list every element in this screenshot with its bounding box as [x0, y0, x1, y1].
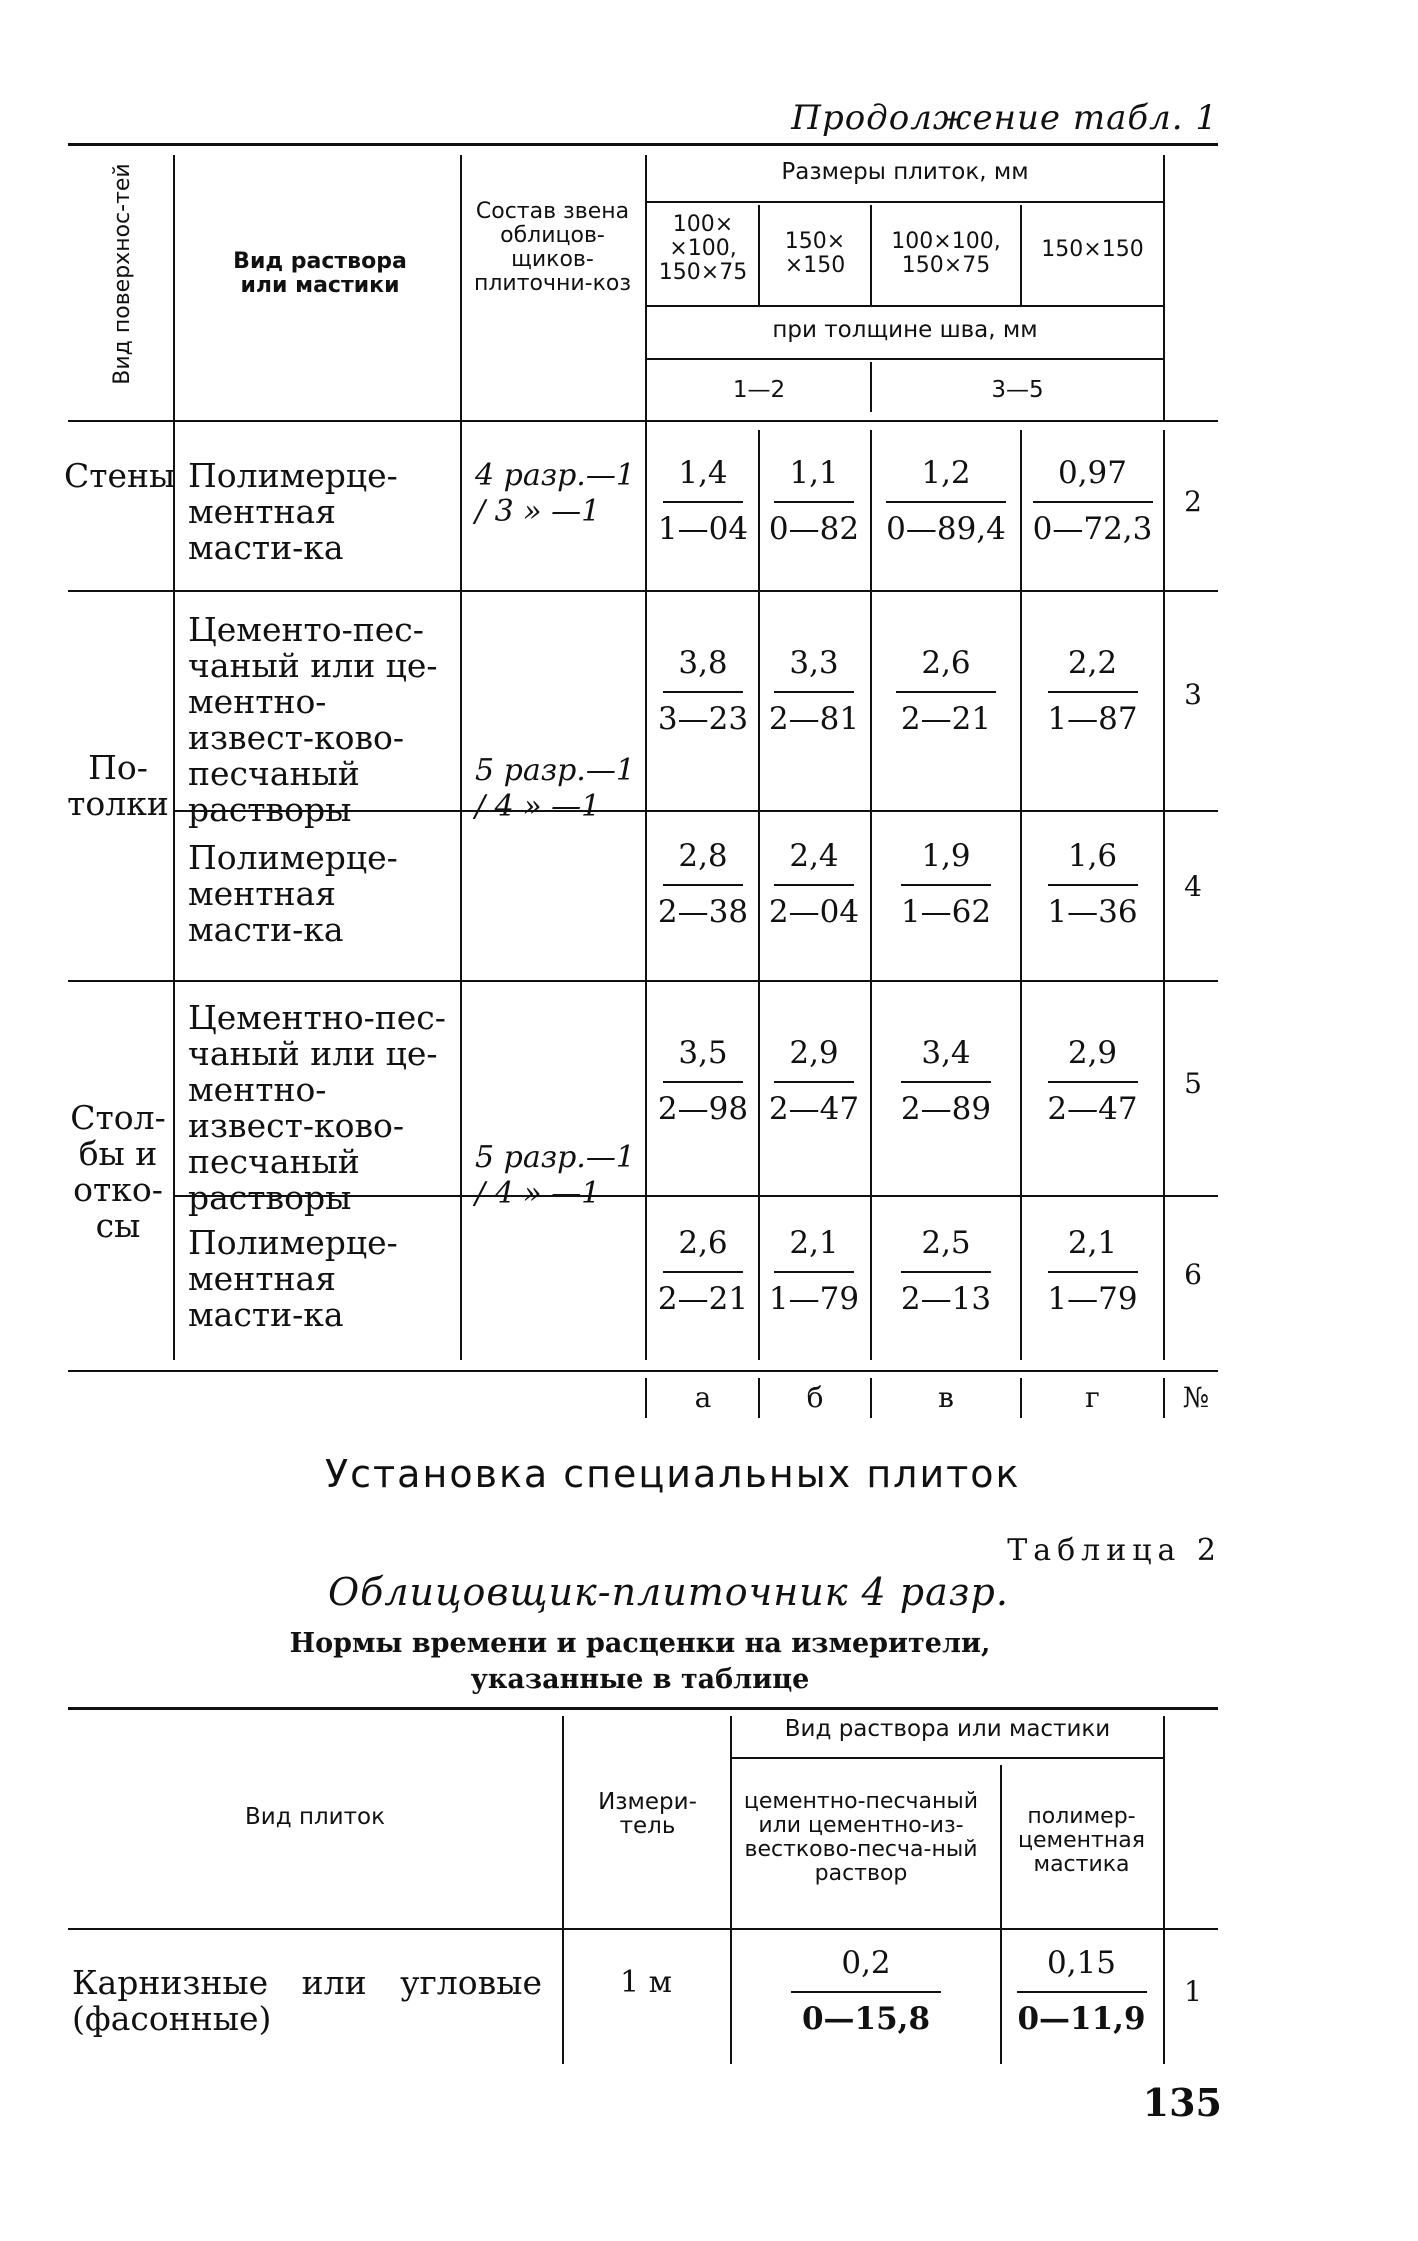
value-r2-a: 1,4 1—04 — [657, 455, 749, 547]
row-number-5: 5 — [1184, 1067, 1202, 1100]
value-r3-c: 2,6 2—21 — [874, 645, 1018, 737]
footer-sep-2 — [758, 1378, 760, 1418]
crew-walls: 4 разр.—1 / 3 » —1 — [475, 458, 635, 529]
vline-col-b — [758, 205, 760, 305]
header-surface-text: Вид поверхнос-тей — [110, 163, 135, 385]
mortar-row-4: Полимерце-ментная масти-ка — [188, 838, 398, 949]
page-number: 135 — [1142, 2080, 1222, 2125]
table2-label: Таблица 2 — [1007, 1533, 1222, 1568]
row-number-6: 6 — [1184, 1258, 1202, 1291]
value-r3-a: 3,8 3—23 — [657, 645, 749, 737]
size-col-b: 150× ×150 — [784, 229, 846, 278]
mortar-row-6: Полимерце-ментная масти-ка — [188, 1223, 398, 1334]
value-r4-c: 1,9 1—62 — [900, 838, 992, 930]
vline-table-right — [1163, 155, 1165, 420]
value-r6-b: 2,1 1—79 — [768, 1225, 860, 1317]
header-crew: Состав звена облицов-щиков-плиточни-коз — [473, 199, 632, 296]
table1-bottom-rule — [68, 1370, 1218, 1372]
value-r4-b: 2,4 2—04 — [768, 838, 860, 930]
vline-mortar — [460, 155, 462, 1360]
vline-data-c — [870, 430, 872, 1360]
seam-underline — [647, 358, 1163, 360]
table1-top-rule — [68, 143, 1218, 146]
footer-col-b: б — [806, 1381, 824, 1414]
surface-ceilings: По-толки — [67, 748, 169, 823]
t2-header-col1: цементно-песчаный или цементно-из-вестково-песча-ный раствор — [743, 1789, 979, 1886]
table1-group-rule-1 — [68, 590, 1218, 592]
t2-header-col2: полимер-цементная мастика — [1018, 1804, 1145, 1877]
t2-vline-tile — [562, 1716, 564, 2064]
vline-data-b — [758, 430, 760, 1360]
footer-col-num: № — [1182, 1381, 1210, 1414]
t2-vline-mortar — [1000, 1765, 1002, 2064]
norms-line-2: указанные в таблице — [470, 1664, 810, 1695]
value-r5-a: 3,5 2—98 — [657, 1035, 749, 1127]
mortar-row-3: Цементо-пес-чаный или це-ментно-извест-ково-песчаный растворы — [188, 610, 438, 829]
t2-header-mortar: Вид раствора или мастики — [784, 1716, 1111, 1742]
crew-ceilings: 5 разр.—1 / 4 » —1 — [475, 753, 635, 824]
value-r5-c: 3,4 2—89 — [900, 1035, 992, 1127]
size-col-d: 150×150 — [1041, 237, 1144, 262]
size-col-a: 100× ×100, 150×75 — [658, 212, 748, 285]
footer-col-d: г — [1085, 1381, 1100, 1414]
table1-header-rule — [68, 420, 1218, 422]
value-r2-b: 1,1 0—82 — [768, 455, 860, 547]
vline-col-d — [1020, 205, 1022, 305]
table2-header-rule — [68, 1928, 1218, 1930]
table2-subhead-rule — [730, 1757, 1165, 1759]
seam-range-2: 3—5 — [991, 377, 1044, 403]
value-r5-b: 2,9 2—47 — [768, 1035, 860, 1127]
value-r6-a: 2,6 2—21 — [657, 1225, 749, 1317]
mortar-row-5: Цементно-пес-чаный или це-ментно-извест-ково-песчаный растворы — [188, 998, 446, 1217]
t2-value-mortar: 0,2 0—15,8 — [735, 1945, 997, 2037]
header-sizes: Размеры плиток, мм — [781, 159, 1029, 185]
t2-header-unit: Измери-тель — [598, 1789, 697, 1839]
sizes-underline — [647, 201, 1163, 203]
t2-unit: 1 м — [620, 1965, 672, 2000]
t2-vline-unit — [730, 1716, 732, 2064]
section-title: Установка специальных плиток — [325, 1452, 1021, 1496]
worker-grade: Облицовщик-плиточник 4 разр. — [328, 1570, 1009, 1614]
vline-data-d — [1020, 430, 1022, 1360]
row-number-2: 2 — [1184, 485, 1202, 518]
size-cols-underline — [647, 305, 1163, 307]
value-r4-a: 2,8 2—38 — [657, 838, 749, 930]
continuation-label: Продолжение табл. 1 — [791, 98, 1218, 138]
footer-col-c: в — [938, 1381, 954, 1414]
row-number-3: 3 — [1184, 678, 1202, 711]
footer-sep-1 — [645, 1378, 647, 1418]
value-r3-d: 2,2 1—87 — [1047, 645, 1138, 737]
vline-seam-split — [870, 362, 872, 412]
value-r5-d: 2,9 2—47 — [1047, 1035, 1138, 1127]
header-mortar: Вид раствора или мастики — [233, 249, 407, 298]
value-r6-d: 2,1 1—79 — [1047, 1225, 1138, 1317]
vline-data-num — [1163, 430, 1165, 1360]
vline-col-c — [870, 205, 872, 305]
surface-walls: Стены — [64, 456, 176, 495]
t2-value-mastic: 0,15 0—11,9 — [1017, 1945, 1146, 2037]
header-seam: при толщине шва, мм — [772, 317, 1038, 343]
footer-sep-3 — [870, 1378, 872, 1418]
value-r6-c: 2,5 2—13 — [900, 1225, 992, 1317]
footer-col-a: а — [694, 1381, 712, 1414]
value-r4-d: 1,6 1—36 — [1047, 838, 1138, 930]
value-r2-c: 1,2 0—89,4 — [886, 455, 1006, 547]
size-col-c: 100×100, 150×75 — [891, 229, 1001, 278]
t2-tile-type: Карнизные или угловые (фасонные) — [72, 1963, 542, 2038]
vline-crew — [645, 155, 647, 1360]
mortar-row-2: Полимерце-ментная масти-ка — [188, 456, 398, 567]
vline-surface — [173, 155, 175, 1360]
value-r3-b: 3,3 2—81 — [768, 645, 860, 737]
t2-row-number: 1 — [1184, 1975, 1202, 2008]
table1-group-rule-2 — [68, 980, 1218, 982]
row-number-4: 4 — [1184, 870, 1202, 903]
norms-line-1: Нормы времени и расценки на измерители, — [289, 1628, 991, 1659]
table2-top-rule — [68, 1707, 1218, 1710]
header-surface — [111, 124, 135, 424]
footer-sep-5 — [1163, 1378, 1165, 1418]
footer-sep-4 — [1020, 1378, 1022, 1418]
seam-range-1: 1—2 — [732, 377, 786, 403]
value-r2-d: 0,97 0—72,3 — [1032, 455, 1153, 547]
surface-columns: Стол-бы и отко-сы — [70, 1098, 166, 1245]
t2-header-tile: Вид плиток — [245, 1804, 385, 1830]
t2-vline-num — [1163, 1716, 1165, 2064]
crew-columns: 5 разр.—1 / 4 » —1 — [475, 1140, 635, 1211]
